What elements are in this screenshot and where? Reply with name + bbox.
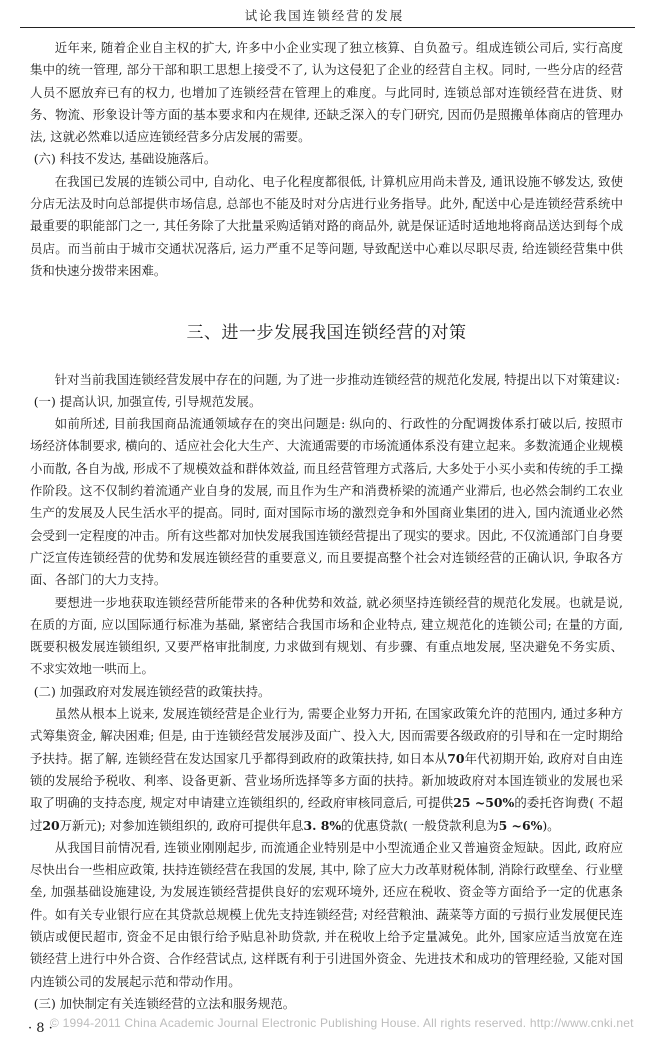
paragraph: 如前所述, 目前我国商品流通领域存在的突出问题是: 纵向的、行政性的分配调拨体系打破以后, 按照市场经济体制要求, 横向的、适应社会化大生产、大流通需要的市场流通体系没有建立起来。多数流通企业规模小而散, 各自为战, 形成不了规模效益和群体效益, 而且经营管理方式落后, 大多处于小买小卖和传统的手工操作阶段。这不仅制约着流通产业自身的发展, 而且作为生产和消费桥梁的流通产业滞后, 也必然会制约工农业生产的发展及人民生活水平的提高。同时, 面对国际市场的激烈竞争和外国商业集团的进入, 国内流通业必然会受到一定程度的冲击。所有这些都对加快发展我国连锁经营提出了现实的要求。因此, 不仅流通部门自身要广泛宣传连锁经营的优势和发展连锁经营的重要意义, 而且要提高整个社会对连锁经营的正确认识, 争取各方面、各部门的大力支持。 [30,416,623,588]
subsection-heading: (六) 科技不发达, 基础设施落后。 [33,151,217,167]
paragraph [30,703,623,837]
header-rule [20,27,635,28]
section-title: 三、进一步发展我国连锁经营的对策 [186,323,467,344]
text-run: 的委托咨询费( 不超过 [30,795,623,833]
subsection-heading: (二) 加强政府对发展连锁经营的政策扶持。 [33,683,271,699]
paragraph: 在我国已发展的连锁公司中, 自动化、电子化程度都很低, 计算机应用尚未普及, 通讯设施不够发达, 致使分店无法及时向总部提供市场信息, 总部也不能及时对分店进行业务指导。此外, 配送中心是连锁经营系统中最重要的职能部门之一, 其任务除了大批量采购适销对路的商品外, 就是保证适时适地地将商品送达到每个成员店。而当前由于城市交通状况落后, 运力严重不足等问题, 导致配送中心难以尽职尽责, 给连锁经营集中供货和快速分拨带来困难。 [30,173,623,278]
paragraph: 从我国目前情况看, 连锁业刚刚起步, 而流通企业特别是中小型流通企业又普遍资金短缺。因此, 政府应尽快出台一些相应政策, 扶持连锁经营在我国的发展, 其中, 除了应大力改革财税体制, 消除行政壁垒、行业壁垒, 加强基础设施建设, 为发展连锁经营提供良好的宏观环境外, 还应在税收、资金等方面给予一定的优惠条件。如有关专业银行应在其贷款总规模上优先支持连锁经营; 对经营粮油、蔬菜等方面的亏损行业发展便民连锁店或便民超市, 资金不足由银行给予贴息补助贷款, 并在税收上给予定量减免。此外, 国家应适当放宽在连锁经营上进行中外合资、合作经营试点, 这样既有利于引进国外资金、先进技术和成功的管理经验, 又能对国内连锁公司的发展起示范和带动作用。 [30,839,623,989]
text-run: 虽然从根本上说来, 发展连锁经营是企业行为, 需要企业努力开拓, 在国家政策允许的范围内, 通过多种方式筹集资金, 解决困难; 但是, 由于连锁经营发展涉及面广、投入大, 因而需要各级政府的引导和在一定时期给予扶持。据了解, 连锁经营在发达国家几乎都得到政府的政策扶持, 如日本从 [30,706,623,766]
running-header: 试论我国连锁经营的发展 [244,8,405,23]
page-number: · 8 · [28,1021,53,1036]
number: 5 ~6% [498,817,543,833]
number: 25 ~50% [453,795,515,811]
article-body [30,37,623,1015]
text-run: 的优惠贷款( 一般贷款利息为 [341,817,499,833]
number: 70 [447,750,465,766]
paragraph: 要想进一步地获取连锁经营所能带来的各种优势和效益, 就必须坚持连锁经营的规范化发展。也就是说, 在质的方面, 应以国际通行标准为基础, 紧密结合我国市场和企业特点, 建立规范化的连锁公司; 在量的方面, 既要积极发展连锁组织, 又要严格审批制度, 力求做到有规划、有步骤、有重点地发展, 坚决避免不务实质、不求实效地一哄而上。 [30,594,623,677]
copyright-watermark: © 1994-2011 China Academic Journal Electronic Publishing House. All rights reserved. http://www.cnki.net [50,1016,634,1030]
paragraph: 近年来, 随着企业自主权的扩大, 许多中小企业实现了独立核算、自负盈亏。组成连锁公司后, 实行高度集中的统一管理, 部分干部和职工思想上接受不了, 认为这侵犯了企业的经营自主权。同时, 一些分店的经营人员不愿放弃已有的权力, 也增加了连锁经营在管理上的难度。与此同时, 连锁总部对连锁经营在进货、财务、物流、形象设计等方面的基本要求和内在规律, 还缺乏深入的专门研究, 因而仍是照搬单体商店的管理办法, 这就必然难以适应连锁经营多分店发展的需要。 [30,40,623,145]
paragraph: 针对当前我国连锁经营发展中存在的问题, 为了进一步推动连锁经营的规范化发展, 特提出以下对策建议: [54,371,620,387]
number: 3. 8% [303,817,342,833]
text-run: 万新元); 对参加连锁组织的, 政府可提供年息 [59,817,304,833]
text-run: 年代初期开始, 政府对自由连锁的发展给予税收、利率、设备更新、营业场所选择等多方面的扶持。新加坡政府对本国连锁业的发展也采取了明确的支持态度, 规定对申请建立连锁组织的, 经政府审核同意后, 可提供 [30,750,623,811]
subsection-heading: (一) 提高认识, 加强宣传, 引导规范发展。 [33,393,262,409]
text-run: )。 [542,817,560,833]
number: 20 [42,817,60,833]
subsection-heading: (三) 加快制定有关连锁经营的立法和服务规范。 [33,995,296,1011]
